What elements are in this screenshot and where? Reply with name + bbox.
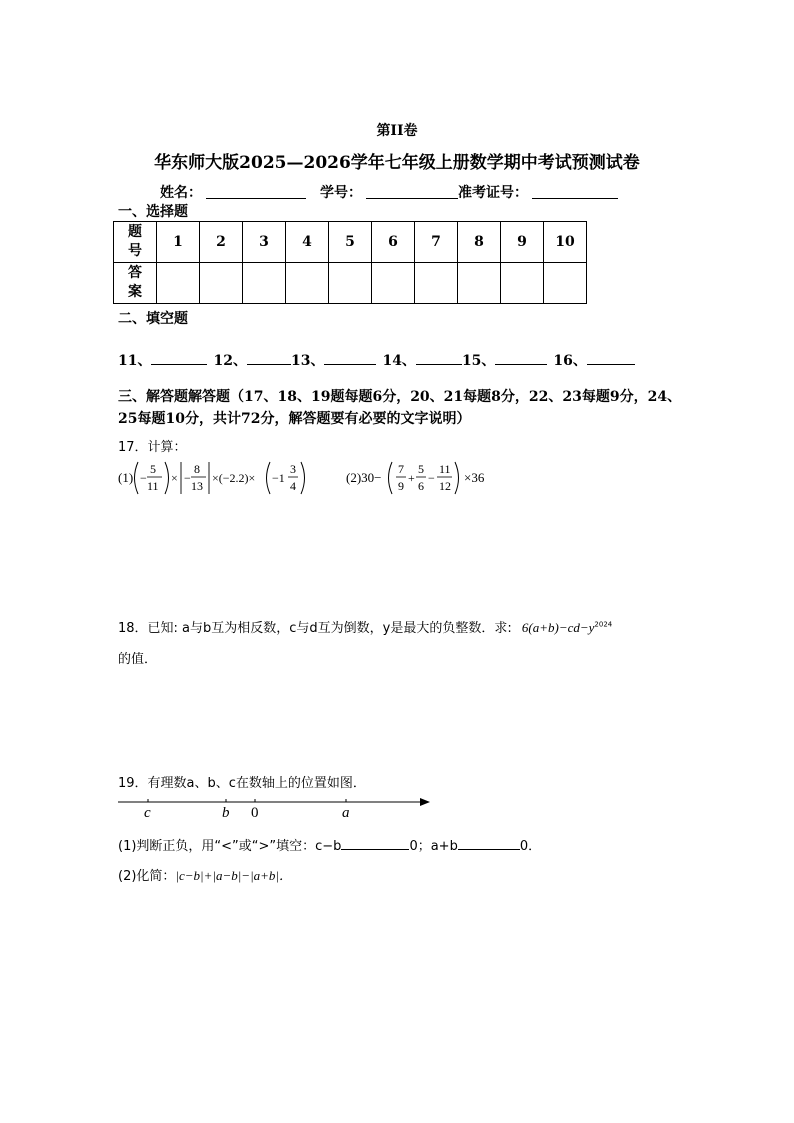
table-row [114, 222, 587, 263]
q19-part2 [118, 865, 292, 884]
frac-den: 4 [290, 479, 296, 493]
table-cell: 4 [286, 222, 329, 263]
frac-num: 7 [398, 462, 404, 476]
frac-den: 13 [191, 479, 203, 493]
number-line [118, 792, 438, 826]
q19-intro: 19．有理数a、b、c在数轴上的位置如图． [118, 776, 366, 791]
answer-cell[interactable] [501, 263, 544, 304]
exam-no-label: 准考证号： [458, 185, 528, 201]
frac-den: 12 [439, 479, 451, 493]
exam-title: 华东师大版2025—2026学年七年级上册数学期中考试预测试卷 [154, 153, 640, 173]
paren-right [455, 462, 459, 494]
q19-part1-mid: 0；a+b [409, 839, 458, 854]
paren-left [135, 462, 139, 494]
student-info [160, 182, 632, 202]
arrow-icon [420, 798, 430, 806]
blank-label: 14、 [382, 353, 416, 369]
name-label: 姓名： [160, 185, 202, 201]
times: × [171, 471, 178, 485]
q19-part1 [118, 835, 541, 854]
axis-label-0: 0 [251, 805, 259, 821]
frac-den: 9 [398, 479, 404, 493]
paren-left [389, 462, 393, 494]
axis-label-a: a [342, 805, 350, 821]
id-field[interactable] [366, 184, 458, 199]
blank-label: 15、 [461, 353, 496, 369]
frac-num: 5 [150, 462, 156, 476]
table-cell: 3 [243, 222, 286, 263]
answer-cell[interactable] [157, 263, 200, 304]
table-cell: 1 [157, 222, 200, 263]
frac-num: 11 [439, 462, 451, 476]
blank-13[interactable] [324, 352, 376, 365]
blank-16[interactable] [587, 352, 635, 365]
q17-part2 [346, 458, 506, 498]
q18-exponent: 2024 [594, 620, 613, 629]
blank-11[interactable] [151, 352, 207, 365]
q19-part1-end: 0． [519, 839, 542, 854]
q19-part2-pre: (2)化简： [118, 869, 176, 884]
answer-cell[interactable] [329, 263, 372, 304]
blank-label: 11、 [118, 353, 152, 369]
q17-part1-label: (1) [118, 470, 134, 485]
exam-no-field[interactable] [532, 184, 618, 199]
table-row [114, 263, 587, 304]
section2-title: 二、填空题 [118, 311, 188, 327]
name-field[interactable] [206, 184, 306, 199]
minus-sign: − [184, 471, 191, 485]
answer-cell[interactable] [200, 263, 243, 304]
q18-text: 18．已知: a与b互为相反数，c与d互为倒数，y是最大的负整数．求: [118, 621, 512, 636]
table-cell: 6 [372, 222, 415, 263]
table-cell: 2 [200, 222, 243, 263]
section1-title: 一、选择题 [118, 204, 188, 220]
minus: − [428, 471, 435, 485]
q17-label: 17．计算： [118, 440, 187, 455]
table-cell: 10 [544, 222, 587, 263]
paren-right [301, 462, 305, 494]
frac-den: 11 [147, 479, 159, 493]
table-cell: 8 [458, 222, 501, 263]
q19-blank-1[interactable] [341, 837, 409, 850]
blank-15[interactable] [495, 352, 547, 365]
frac-num: 5 [418, 462, 424, 476]
answer-cell[interactable] [415, 263, 458, 304]
q18-line1 [118, 617, 612, 636]
table-cell: 5 [329, 222, 372, 263]
table-cell: 9 [501, 222, 544, 263]
q19-part2-expr: |c−b|+|a−b|−|a+b|． [175, 868, 292, 883]
blank-12[interactable] [247, 352, 291, 365]
section3-title: 三、解答题解答题（17、18、19题每题6分，20、21每题8分，22、23每题9分，24、25每题10分，共计72分，解答题要有必要的文字说明） [118, 389, 682, 427]
q17-part1-expr [118, 458, 318, 498]
paren-right [165, 462, 169, 494]
minus-one: −1 [272, 471, 285, 485]
plus: + [408, 471, 415, 485]
axis-label-b: b [222, 805, 230, 821]
volume-label: 第II卷 [376, 123, 418, 139]
answer-cell[interactable] [544, 263, 587, 304]
id-label: 学号： [320, 185, 362, 201]
answer-table [113, 221, 587, 304]
blank-label: 16、 [553, 353, 587, 369]
frac-num: 3 [290, 462, 296, 476]
times-neg: ×(−2.2)× [212, 471, 256, 485]
answer-cell[interactable] [286, 263, 329, 304]
frac-num: 8 [194, 462, 200, 476]
q17-part1 [118, 458, 318, 498]
blank-label: 12、 [213, 353, 247, 369]
row-header-number: 题 号 [114, 222, 157, 263]
q17-part2-suffix: ×36 [464, 470, 485, 485]
frac-den: 6 [418, 479, 424, 493]
axis-label-c: c [144, 805, 151, 821]
fill-blanks [118, 350, 635, 370]
blank-label: 13、 [290, 353, 325, 369]
q18-expr: 6(a+b)−cd−y [521, 620, 595, 635]
answer-cell[interactable] [372, 263, 415, 304]
q18-line2: 的值． [118, 652, 158, 667]
q17-part2-prefix: 30− [361, 470, 382, 485]
q19-blank-2[interactable] [458, 837, 520, 850]
row-header-answer: 答 案 [114, 263, 157, 304]
table-cell: 7 [415, 222, 458, 263]
paren-left [267, 462, 271, 494]
blank-14[interactable] [416, 352, 462, 365]
answer-cell[interactable] [458, 263, 501, 304]
minus-sign: − [140, 471, 147, 485]
q17-part2-label: (2) [346, 470, 362, 485]
answer-cell[interactable] [243, 263, 286, 304]
q19-part1-pre: (1)判断正负，用“<”或“>”填空：c−b [118, 839, 342, 854]
